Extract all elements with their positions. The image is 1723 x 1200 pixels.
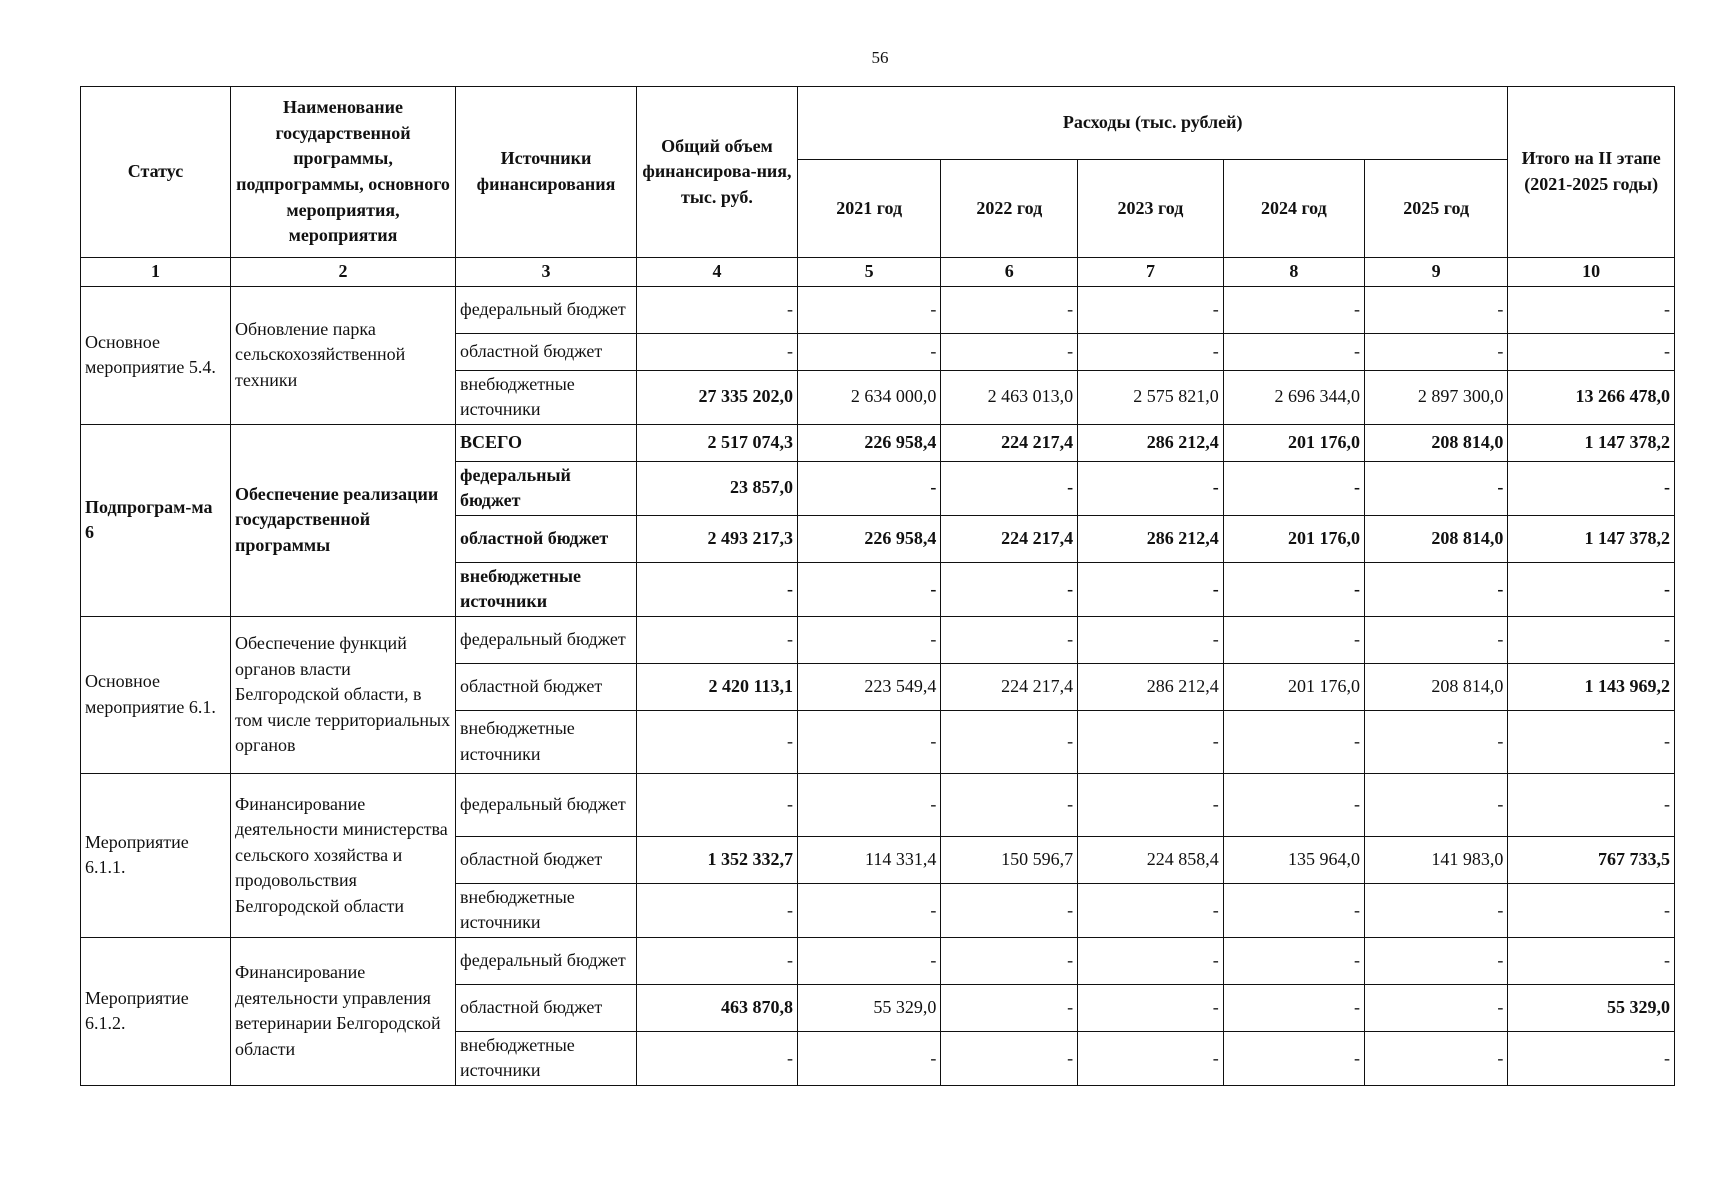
- year-cell: -: [797, 937, 940, 984]
- column-number: 7: [1078, 258, 1224, 287]
- year-cell: -: [1078, 616, 1224, 663]
- total-cell: -: [636, 616, 797, 663]
- year-cell: -: [941, 773, 1078, 836]
- year-cell: 208 814,0: [1364, 663, 1507, 710]
- total-cell: -: [636, 773, 797, 836]
- source-cell: федеральный бюджет: [456, 461, 637, 515]
- year-cell: -: [1078, 333, 1224, 370]
- table-row: [81, 616, 1675, 663]
- year-cell: 141 983,0: [1364, 836, 1507, 883]
- header-expenses: Расходы (тыс. рублей): [797, 87, 1507, 160]
- table-row: [81, 424, 1675, 461]
- year-cell: -: [1078, 1031, 1224, 1085]
- column-number: 5: [797, 258, 940, 287]
- year-cell: -: [941, 286, 1078, 333]
- stage-total-cell: -: [1508, 883, 1675, 937]
- year-cell: 223 549,4: [797, 663, 940, 710]
- year-cell: 226 958,4: [797, 515, 940, 562]
- year-cell: 224 858,4: [1078, 836, 1224, 883]
- financing-table: [80, 86, 1675, 1086]
- year-cell: -: [1223, 333, 1364, 370]
- year-cell: -: [797, 710, 940, 773]
- year-cell: -: [1364, 461, 1507, 515]
- year-cell: 2 634 000,0: [797, 370, 940, 424]
- header-year: 2024 год: [1223, 160, 1364, 258]
- stage-total-cell: -: [1508, 710, 1675, 773]
- year-cell: -: [1078, 883, 1224, 937]
- stage-total-cell: 55 329,0: [1508, 984, 1675, 1031]
- year-cell: -: [797, 333, 940, 370]
- year-cell: -: [941, 937, 1078, 984]
- year-cell: 2 696 344,0: [1223, 370, 1364, 424]
- year-cell: 114 331,4: [797, 836, 940, 883]
- total-cell: -: [636, 562, 797, 616]
- year-cell: -: [1223, 562, 1364, 616]
- year-cell: -: [1223, 616, 1364, 663]
- total-cell: -: [636, 710, 797, 773]
- year-cell: 286 212,4: [1078, 515, 1224, 562]
- column-number: 1: [81, 258, 231, 287]
- year-cell: -: [1223, 773, 1364, 836]
- year-cell: 201 176,0: [1223, 663, 1364, 710]
- total-cell: -: [636, 333, 797, 370]
- source-cell: федеральный бюджет: [456, 616, 637, 663]
- source-cell: областной бюджет: [456, 333, 637, 370]
- year-cell: 226 958,4: [797, 424, 940, 461]
- stage-total-cell: 13 266 478,0: [1508, 370, 1675, 424]
- year-cell: -: [797, 562, 940, 616]
- total-cell: 27 335 202,0: [636, 370, 797, 424]
- year-cell: 224 217,4: [941, 515, 1078, 562]
- source-cell: внебюджетные источники: [456, 562, 637, 616]
- year-cell: -: [941, 1031, 1078, 1085]
- header-year: 2025 год: [1364, 160, 1507, 258]
- column-number: 2: [231, 258, 456, 287]
- column-number: 4: [636, 258, 797, 287]
- table-row: [81, 937, 1675, 984]
- stage-total-cell: -: [1508, 937, 1675, 984]
- year-cell: -: [1078, 461, 1224, 515]
- year-cell: -: [1364, 333, 1507, 370]
- year-cell: -: [1223, 461, 1364, 515]
- year-cell: -: [941, 461, 1078, 515]
- year-cell: -: [941, 984, 1078, 1031]
- header-stage-total: Итого на II этапе (2021-2025 годы): [1508, 87, 1675, 258]
- stage-total-cell: 1 147 378,2: [1508, 515, 1675, 562]
- stage-total-cell: -: [1508, 1031, 1675, 1085]
- year-cell: 135 964,0: [1223, 836, 1364, 883]
- stage-total-cell: -: [1508, 333, 1675, 370]
- total-cell: 2 420 113,1: [636, 663, 797, 710]
- year-cell: 2 897 300,0: [1364, 370, 1507, 424]
- source-cell: ВСЕГО: [456, 424, 637, 461]
- source-cell: областной бюджет: [456, 663, 637, 710]
- year-cell: -: [1078, 710, 1224, 773]
- year-cell: 55 329,0: [797, 984, 940, 1031]
- year-cell: -: [1223, 883, 1364, 937]
- source-cell: внебюджетные источники: [456, 370, 637, 424]
- header-source: Источники финансирования: [456, 87, 637, 258]
- year-cell: -: [1078, 773, 1224, 836]
- year-cell: -: [1364, 883, 1507, 937]
- source-cell: областной бюджет: [456, 984, 637, 1031]
- total-cell: -: [636, 937, 797, 984]
- header-row: [81, 87, 1675, 160]
- year-cell: -: [1364, 937, 1507, 984]
- year-cell: -: [1078, 286, 1224, 333]
- year-cell: -: [1223, 1031, 1364, 1085]
- total-cell: 1 352 332,7: [636, 836, 797, 883]
- year-cell: -: [941, 562, 1078, 616]
- year-cell: -: [797, 286, 940, 333]
- status-cell: Основное мероприятие 6.1.: [81, 616, 231, 773]
- source-cell: внебюджетные источники: [456, 883, 637, 937]
- total-cell: -: [636, 883, 797, 937]
- year-cell: 286 212,4: [1078, 424, 1224, 461]
- stage-total-cell: -: [1508, 616, 1675, 663]
- year-cell: 286 212,4: [1078, 663, 1224, 710]
- name-cell: Финансирование деятельности министерства сельского хозяйства и продовольствия Белгородской области: [231, 773, 456, 937]
- total-cell: 23 857,0: [636, 461, 797, 515]
- status-cell: Подпрограм-ма 6: [81, 424, 231, 616]
- total-cell: -: [636, 1031, 797, 1085]
- year-cell: 208 814,0: [1364, 515, 1507, 562]
- year-cell: 224 217,4: [941, 663, 1078, 710]
- year-cell: -: [797, 883, 940, 937]
- stage-total-cell: -: [1508, 461, 1675, 515]
- year-cell: -: [1223, 286, 1364, 333]
- page-number: 56: [871, 48, 889, 67]
- table-row: [81, 773, 1675, 836]
- total-cell: 2 493 217,3: [636, 515, 797, 562]
- name-cell: Финансирование деятельности управления ветеринарии Белгородской области: [231, 937, 456, 1085]
- source-cell: федеральный бюджет: [456, 286, 637, 333]
- year-cell: 2 575 821,0: [1078, 370, 1224, 424]
- name-cell: Обеспечение реализации государственной программы: [231, 424, 456, 616]
- year-cell: -: [1364, 773, 1507, 836]
- stage-total-cell: 1 147 378,2: [1508, 424, 1675, 461]
- year-cell: -: [941, 616, 1078, 663]
- status-cell: Мероприятие 6.1.1.: [81, 773, 231, 937]
- total-cell: 2 517 074,3: [636, 424, 797, 461]
- source-cell: внебюджетные источники: [456, 1031, 637, 1085]
- year-cell: -: [1364, 1031, 1507, 1085]
- year-cell: -: [1223, 710, 1364, 773]
- year-cell: -: [1078, 984, 1224, 1031]
- stage-total-cell: -: [1508, 562, 1675, 616]
- year-cell: -: [941, 333, 1078, 370]
- year-cell: -: [941, 710, 1078, 773]
- name-cell: Обновление парка сельскохозяйственной техники: [231, 286, 456, 424]
- column-number: 9: [1364, 258, 1507, 287]
- year-cell: -: [797, 461, 940, 515]
- source-cell: внебюджетные источники: [456, 710, 637, 773]
- column-number: 6: [941, 258, 1078, 287]
- table-row: [81, 286, 1675, 333]
- year-cell: 201 176,0: [1223, 515, 1364, 562]
- column-numbers-row: [81, 258, 1675, 287]
- source-cell: областной бюджет: [456, 515, 637, 562]
- source-cell: федеральный бюджет: [456, 937, 637, 984]
- column-number: 3: [456, 258, 637, 287]
- stage-total-cell: -: [1508, 773, 1675, 836]
- year-cell: 208 814,0: [1364, 424, 1507, 461]
- year-cell: -: [1223, 937, 1364, 984]
- year-cell: 224 217,4: [941, 424, 1078, 461]
- year-cell: -: [797, 773, 940, 836]
- year-cell: -: [1364, 984, 1507, 1031]
- header-status: Статус: [81, 87, 231, 258]
- year-cell: -: [1078, 937, 1224, 984]
- year-cell: -: [1364, 710, 1507, 773]
- header-name: Наименование государственной программы, подпрограммы, основного мероприятия, мероприятия: [231, 87, 456, 258]
- year-cell: -: [797, 1031, 940, 1085]
- stage-total-cell: 1 143 969,2: [1508, 663, 1675, 710]
- year-cell: -: [1364, 562, 1507, 616]
- year-cell: -: [1364, 286, 1507, 333]
- status-cell: Основное мероприятие 5.4.: [81, 286, 231, 424]
- header-year: 2023 год: [1078, 160, 1224, 258]
- header-year: 2021 год: [797, 160, 940, 258]
- source-cell: федеральный бюджет: [456, 773, 637, 836]
- year-cell: 2 463 013,0: [941, 370, 1078, 424]
- stage-total-cell: -: [1508, 286, 1675, 333]
- year-cell: -: [1364, 616, 1507, 663]
- year-cell: -: [1223, 984, 1364, 1031]
- year-cell: -: [1078, 562, 1224, 616]
- header-year: 2022 год: [941, 160, 1078, 258]
- source-cell: областной бюджет: [456, 836, 637, 883]
- column-number: 8: [1223, 258, 1364, 287]
- stage-total-cell: 767 733,5: [1508, 836, 1675, 883]
- year-cell: -: [797, 616, 940, 663]
- header-total: Общий объем финансирова-ния, тыс. руб.: [636, 87, 797, 258]
- name-cell: Обеспечение функций органов власти Белгородской области, в том числе территориальных органов: [231, 616, 456, 773]
- year-cell: -: [941, 883, 1078, 937]
- column-number: 10: [1508, 258, 1675, 287]
- total-cell: 463 870,8: [636, 984, 797, 1031]
- status-cell: Мероприятие 6.1.2.: [81, 937, 231, 1085]
- year-cell: 150 596,7: [941, 836, 1078, 883]
- year-cell: 201 176,0: [1223, 424, 1364, 461]
- total-cell: -: [636, 286, 797, 333]
